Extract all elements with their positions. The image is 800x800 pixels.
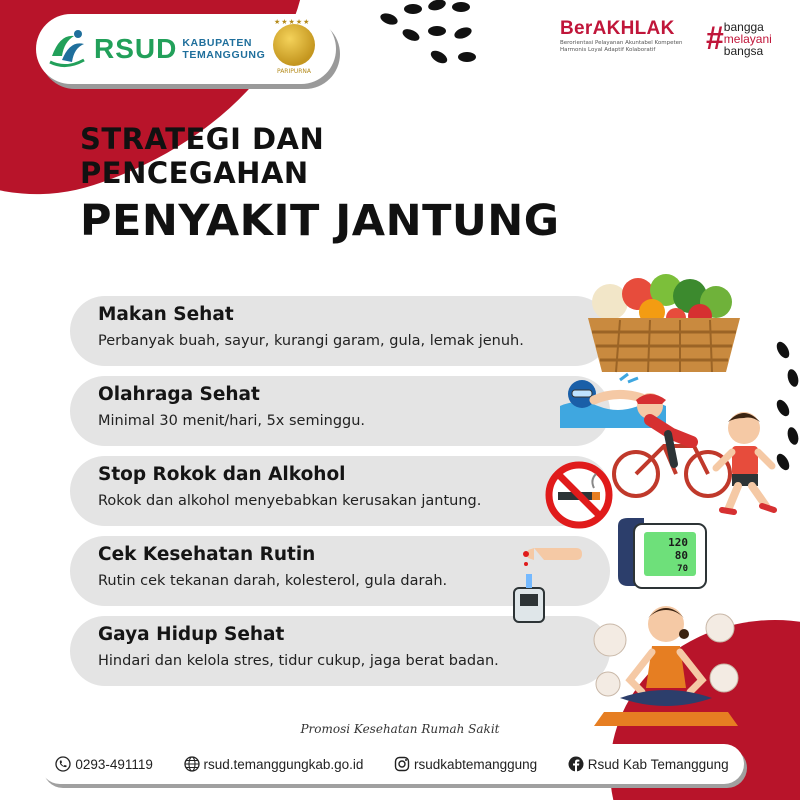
title-top: STRATEGI DAN PENCEGAHAN: [80, 122, 325, 190]
contact-phone[interactable]: 0293-491119: [55, 756, 153, 772]
contact-website[interactable]: rsud.temanggungkab.go.id: [184, 756, 364, 772]
instagram-icon: [394, 756, 410, 772]
logo-subtitle: KABUPATEN TEMANGGUNG: [182, 37, 266, 61]
tip-description: Rokok dan alkohol menyebabkan kerusakan jantung.: [98, 493, 482, 509]
paripurna-seal-icon: [273, 24, 315, 66]
contact-footer: [40, 744, 744, 784]
tip-description: Rutin cek tekanan darah, kolesterol, gula darah.: [98, 573, 448, 589]
facebook-icon: [568, 756, 584, 772]
phone-icon: [55, 756, 71, 772]
tip-card: [70, 376, 610, 446]
rsud-emblem-icon: [44, 26, 90, 72]
page-title: PENYAKIT JANTUNG: [80, 196, 560, 246]
bp-systolic: 120: [668, 536, 688, 549]
tip-title: Olahraga Sehat: [98, 384, 260, 405]
tip-title: Cek Kesehatan Rutin: [98, 544, 316, 565]
stars-icon: ★★★★★: [274, 18, 311, 26]
glucose-meter-icon: [504, 530, 584, 626]
logo-name: RSUD: [94, 33, 178, 64]
tip-card: [70, 616, 610, 686]
tip-title: Gaya Hidup Sehat: [98, 624, 285, 645]
tip-title: Makan Sehat: [98, 304, 234, 325]
contact-facebook[interactable]: Rsud Kab Temanggung: [568, 756, 729, 772]
blood-pressure-monitor-icon: [614, 516, 710, 596]
globe-icon: [184, 756, 200, 772]
tip-description: Minimal 30 menit/hari, 5x seminggu.: [98, 413, 366, 429]
tip-description: Hindari dan kelola stres, tidur cukup, jaga berat badan.: [98, 653, 499, 669]
bangga-melayani-logo: # bangga melayani bangsa: [706, 19, 772, 58]
tip-card: [70, 456, 610, 526]
bp-pulse: 70: [677, 564, 688, 574]
no-smoking-icon: [544, 460, 614, 530]
food-basket-icon: [580, 268, 748, 380]
promo-caption: Promosi Kesehatan Rumah Sakit: [300, 722, 500, 736]
berakhlak-logo: BerAKHLAK Berorientasi Pelayanan Akuntabel Kompeten Harmonis Loyal Adaptif Kolaboratif: [560, 18, 683, 53]
contact-instagram[interactable]: rsudkabtemanggung: [394, 756, 537, 772]
decor-dots-top: [380, 0, 490, 70]
runner-icon: [708, 408, 780, 518]
tip-description: Perbanyak buah, sayur, kurangi garam, gula, lemak jenuh.: [98, 333, 524, 349]
bp-diastolic: 80: [674, 549, 688, 562]
tip-title: Stop Rokok dan Alkohol: [98, 464, 346, 485]
meditation-icon: [586, 594, 746, 726]
hashtag-icon: #: [706, 20, 724, 56]
paripurna-badge: ★★★★★ PARIPURNA: [268, 16, 320, 78]
tip-card: [70, 296, 610, 366]
